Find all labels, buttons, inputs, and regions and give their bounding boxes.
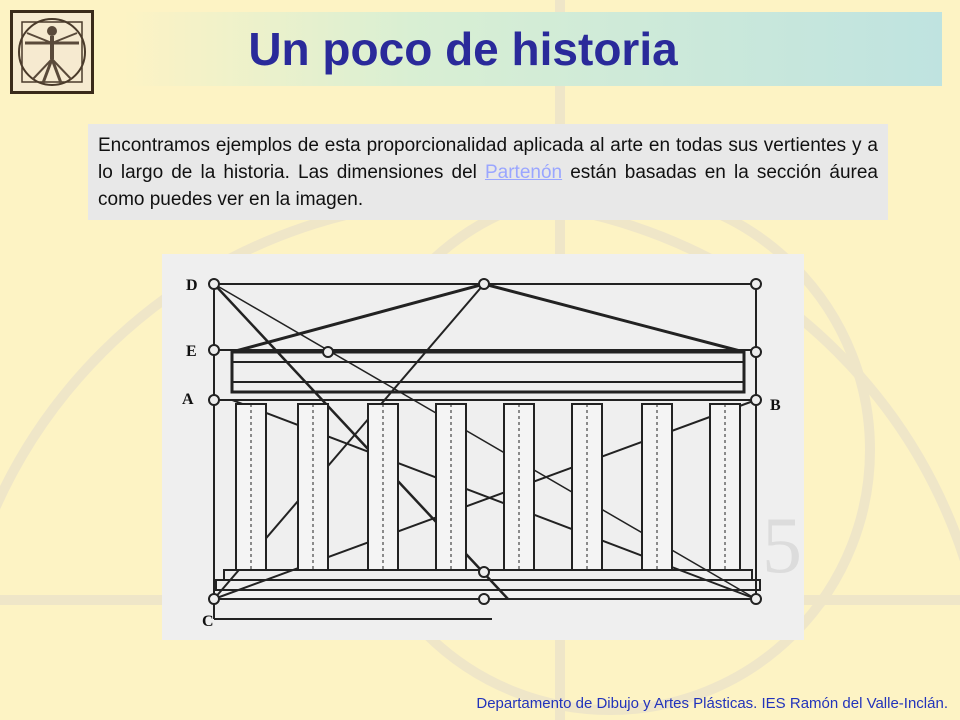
vitruvian-man-logo xyxy=(10,10,94,94)
body-text-box xyxy=(88,124,888,220)
footer-credit: Departamento de Dibujo y Artes Plásticas. IES Ramón del Valle-Inclán. xyxy=(476,695,948,712)
title-bar xyxy=(124,12,942,86)
body-text-start: Encontramos ejemplos de esta proporcionalidad aplicada al arte en todas sus vertientes y a lo largo de la historia. Las dimensiones del xyxy=(98,135,878,183)
partenon-link[interactable]: Partenón xyxy=(484,162,563,183)
vitruvian-man-icon xyxy=(13,13,91,91)
parthenon-drawing xyxy=(162,254,804,640)
label-d: D xyxy=(186,277,198,294)
label-b: B xyxy=(770,397,781,414)
label-a: A xyxy=(182,391,194,408)
parthenon-diagram xyxy=(162,254,804,640)
background-digit: 5 xyxy=(762,502,802,590)
body-text-end: están basadas en la sección áurea como puedes ver en la imagen. xyxy=(98,162,878,210)
page-title: Un poco de historia xyxy=(248,23,678,75)
label-c: C xyxy=(202,613,214,630)
label-e: E xyxy=(186,343,197,360)
